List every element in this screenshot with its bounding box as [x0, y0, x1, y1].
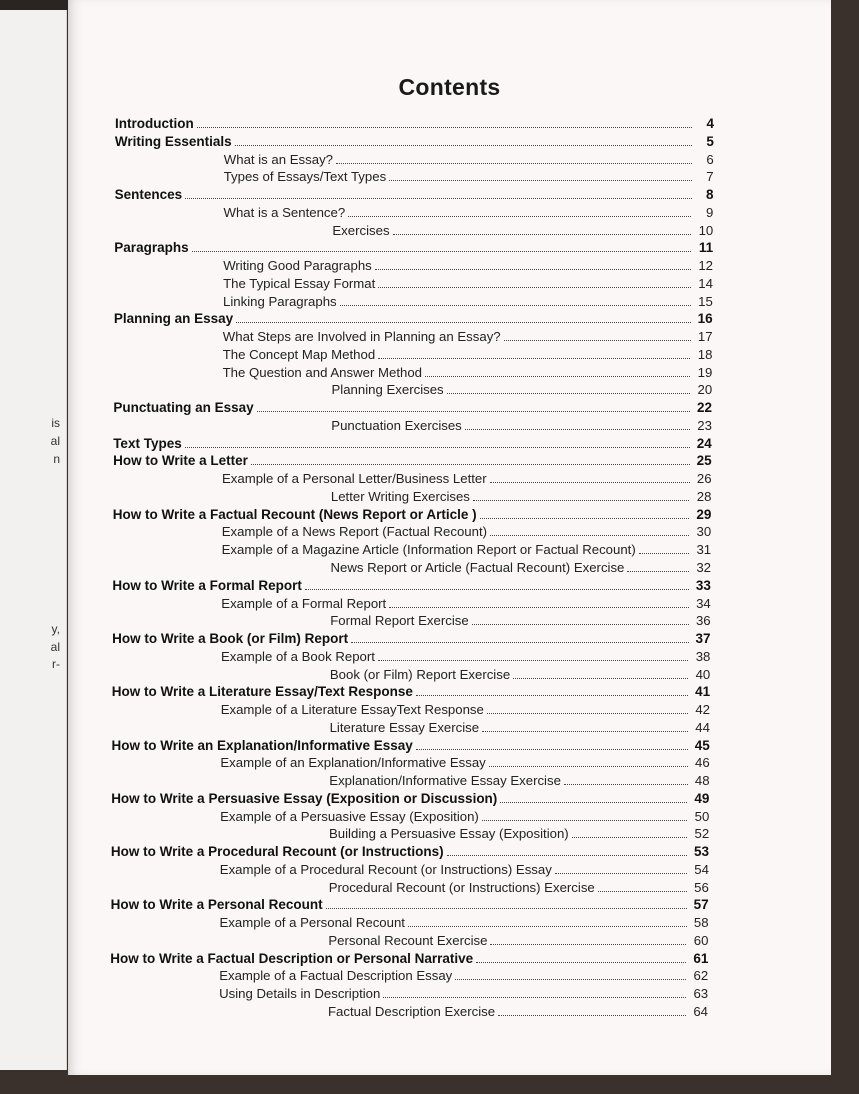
toc-entry-title: Letter Writing Exercises	[330, 488, 470, 504]
toc-page-number: 45	[694, 737, 710, 753]
toc-entry-title: How to Write an Explanation/Informative Essay	[111, 737, 413, 753]
dot-leader	[383, 997, 686, 998]
toc-page-number: 52	[694, 826, 710, 842]
toc-subsection-entry	[224, 151, 714, 168]
toc-entry-title: Example of a Personal Letter/Business Letter	[222, 471, 487, 487]
toc-subsection-entry	[222, 523, 712, 540]
toc-entry-title: What is a Sentence?	[223, 204, 346, 220]
toc-page-number: 31	[696, 542, 712, 558]
toc-subsection-entry	[220, 861, 709, 878]
dot-leader	[447, 855, 687, 856]
dot-leader	[305, 589, 689, 590]
toc-page-number: 42	[695, 702, 711, 718]
left-page	[0, 0, 67, 1070]
toc-page-number: 23	[697, 417, 712, 433]
dot-leader	[555, 873, 687, 874]
dot-leader	[476, 962, 686, 963]
toc-section-entry	[115, 186, 714, 203]
dot-leader	[389, 180, 691, 181]
dot-leader	[257, 411, 690, 412]
dot-leader	[455, 979, 686, 980]
toc-entry-title: Example of a Magazine Article (Information Report or Factual Recount)	[221, 542, 636, 558]
toc-subsection-entry	[223, 364, 713, 381]
toc-page-number: 22	[697, 400, 713, 416]
toc-subsection-entry	[223, 275, 713, 292]
toc-page-number: 50	[694, 808, 710, 824]
dot-leader	[336, 163, 692, 164]
toc-entry-title: Sentences	[114, 187, 183, 203]
dot-leader	[480, 518, 690, 519]
dot-leader	[504, 340, 691, 341]
dot-leader	[378, 660, 688, 661]
toc-exercise-entry	[331, 559, 712, 576]
dot-leader	[447, 393, 691, 394]
toc-page-number: 40	[695, 666, 711, 682]
toc-entry-title: Example of a Persuasive Essay (Exposition)	[220, 808, 479, 824]
toc-subsection-entry	[223, 346, 713, 363]
toc-subsection-entry	[221, 648, 710, 665]
toc-exercise-entry	[331, 488, 712, 505]
dot-leader	[490, 944, 686, 945]
toc-section-entry	[113, 435, 712, 452]
toc-subsection-entry	[220, 754, 709, 771]
toc-page-number: 30	[696, 524, 712, 540]
toc-subsection-entry	[223, 293, 713, 310]
toc-exercise-entry	[330, 719, 710, 736]
dot-leader	[425, 376, 690, 377]
toc-exercise-entry	[329, 825, 709, 842]
toc-entry-title: Planning Exercises	[331, 382, 444, 398]
dot-leader	[465, 429, 690, 430]
dot-leader	[598, 891, 687, 892]
toc-page-number: 53	[694, 844, 710, 860]
toc-entry-title: The Question and Answer Method	[222, 364, 422, 380]
toc-page-number: 41	[695, 684, 711, 700]
toc-page-number: 9	[706, 204, 714, 220]
page-title: Contents	[398, 74, 501, 100]
toc-subsection-entry	[221, 701, 710, 718]
dot-leader	[490, 535, 689, 536]
toc-page-number: 61	[693, 950, 709, 966]
toc-entry-title: Formal Report Exercise	[330, 613, 469, 629]
toc-page-number: 25	[696, 453, 712, 469]
toc-page-number: 19	[697, 364, 713, 380]
toc-page-number: 4	[706, 116, 714, 131]
toc-page-number: 57	[693, 897, 709, 913]
toc-section-entry	[111, 790, 709, 807]
dot-leader	[416, 749, 688, 750]
toc-subsection-entry	[219, 967, 708, 984]
toc-page-number: 10	[698, 222, 714, 238]
toc-entry-title: Example of a Literature EssayText Response	[220, 702, 484, 718]
toc-subsection-entry	[224, 204, 714, 221]
toc-entry-title: How to Write a Letter	[113, 453, 248, 469]
toc-page-number: 17	[697, 329, 713, 345]
toc-subsection-entry	[222, 470, 712, 487]
left-page-text-fragment: al	[50, 434, 60, 448]
toc-section-entry	[114, 239, 713, 256]
toc-entry-title: What is an Essay?	[223, 151, 334, 167]
toc-exercise-entry	[328, 932, 708, 949]
dot-leader	[487, 713, 688, 714]
toc-exercise-entry	[331, 417, 712, 434]
toc-page-number: 28	[696, 488, 712, 504]
toc-entry-title: The Concept Map Method	[222, 346, 376, 362]
toc-entry-title: How to Write a Formal Report	[112, 577, 302, 593]
toc-subsection-entry	[220, 914, 709, 931]
toc-page-number: 60	[693, 932, 709, 948]
dot-leader	[348, 216, 691, 217]
toc-section-entry	[113, 506, 712, 523]
toc-subsection-entry	[223, 257, 713, 274]
toc-exercise-entry	[328, 1003, 708, 1020]
toc-entry-title: Example of a News Report (Factual Recount)	[221, 524, 488, 540]
dot-leader	[482, 820, 687, 821]
toc-subsection-entry	[222, 541, 712, 558]
toc-page-number: 26	[696, 471, 712, 487]
toc-entry-title: Example of a Personal Recount	[219, 915, 405, 931]
toc-subsection-entry	[223, 328, 713, 345]
left-page-text-fragment: n	[53, 452, 60, 466]
toc-section-entry	[110, 950, 708, 967]
left-page-text-fragment: is	[51, 416, 60, 430]
dot-leader	[489, 766, 688, 767]
dot-leader	[639, 553, 689, 554]
left-page-text-fragment: al	[50, 640, 60, 654]
toc-page-number: 24	[696, 435, 712, 451]
toc-page-number: 6	[706, 151, 714, 167]
dot-leader	[513, 678, 688, 679]
toc-entry-title: Example of a Factual Description Essay	[219, 968, 453, 984]
toc-page-number: 37	[695, 631, 711, 647]
toc-exercise-entry	[332, 222, 713, 239]
toc-entry-title: Explanation/Informative Essay Exercise	[329, 773, 561, 789]
toc-page-number: 32	[696, 560, 711, 575]
dot-leader	[235, 145, 692, 146]
dot-leader	[251, 464, 690, 465]
toc-entry-title: The Typical Essay Format	[223, 275, 376, 291]
toc-entry-title: Punctuation Exercises	[331, 417, 462, 433]
toc-section-entry	[115, 133, 714, 150]
toc-page-number: 15	[698, 293, 713, 309]
dot-leader	[627, 571, 689, 572]
toc-section-entry	[112, 577, 710, 594]
dot-leader	[378, 287, 691, 288]
toc-entry-title: How to Write a Personal Recount	[110, 897, 323, 913]
toc-page-number: 63	[693, 986, 709, 1002]
toc-entry-title: Building a Persuasive Essay (Exposition)	[329, 826, 569, 842]
toc-section-entry	[112, 630, 710, 647]
dot-leader	[408, 926, 687, 927]
toc-entry-title: Exercises	[332, 222, 390, 238]
dot-leader	[197, 127, 692, 128]
toc-subsection-entry	[224, 168, 714, 185]
toc-page-number: 36	[695, 613, 711, 629]
toc-section-entry	[111, 896, 709, 913]
toc-entry-title: Text Types	[113, 435, 182, 451]
dot-leader	[498, 1015, 686, 1016]
dot-leader	[326, 908, 687, 909]
toc-page-number: 7	[706, 169, 714, 185]
toc-page-number: 14	[698, 275, 713, 291]
dot-leader	[185, 198, 691, 199]
toc-exercise-entry	[329, 879, 709, 896]
toc-entry-title: How to Write a Procedural Recount (or Instructions)	[110, 844, 444, 860]
toc-entry-title: Introduction	[115, 116, 194, 131]
dot-leader	[473, 500, 690, 501]
toc-page-number: 38	[695, 648, 711, 664]
toc-entry-title: Types of Essays/Text Types	[223, 169, 387, 185]
toc-entry-title: Writing Essentials	[114, 133, 232, 149]
toc-entry-title: Linking Paragraphs	[223, 293, 337, 309]
toc-entry-title: Example of a Book Report	[221, 648, 375, 664]
toc-entry-title: News Report or Article (Factual Recount) Exercise	[330, 560, 625, 575]
toc-page-number: 33	[695, 577, 711, 593]
toc-entry-title: Punctuating an Essay	[113, 400, 254, 416]
toc-exercise-entry	[329, 772, 709, 789]
toc-entry-title: Using Details in Description	[219, 986, 381, 1002]
toc-entry-title: How to Write a Book (or Film) Report	[112, 631, 349, 647]
dot-leader	[472, 624, 689, 625]
toc-entry-title: Example of a Procedural Recount (or Instructions) Essay	[219, 861, 552, 877]
toc-subsection-entry	[220, 808, 709, 825]
toc-entry-title: Factual Description Exercise	[328, 1004, 496, 1019]
toc-entry-title: Example of a Formal Report	[221, 595, 387, 611]
toc-page-number: 46	[694, 755, 710, 771]
dot-leader	[572, 837, 688, 838]
toc-page-number: 16	[697, 311, 713, 327]
dot-leader	[490, 482, 690, 483]
contents-page	[68, 0, 831, 1075]
toc-entry-title: Literature Essay Exercise	[329, 719, 480, 735]
toc-section-entry	[113, 452, 712, 469]
toc-section-entry	[113, 399, 712, 416]
toc-entry-title: Planning an Essay	[113, 311, 234, 327]
dot-leader	[192, 251, 692, 252]
toc-exercise-entry	[330, 612, 710, 629]
toc-page-number: 11	[698, 240, 714, 256]
toc-page-number: 44	[695, 719, 710, 735]
toc-entry-title: Example of an Explanation/Informative Essay	[220, 755, 486, 771]
toc-entry-title: How to Write a Factual Recount (News Report or Article )	[112, 506, 477, 522]
dot-leader	[375, 269, 691, 270]
dot-leader	[351, 642, 688, 643]
toc-subsection-entry	[221, 595, 710, 612]
toc-page-number: 18	[697, 346, 713, 362]
left-page-text-fragment: r-	[52, 657, 60, 671]
toc-exercise-entry	[330, 666, 710, 683]
dot-leader	[185, 447, 690, 448]
toc-page-number: 20	[697, 382, 713, 398]
toc-entry-title: What Steps are Involved in Planning an Essay?	[222, 329, 501, 345]
dot-leader	[389, 607, 689, 608]
dot-leader	[393, 234, 692, 235]
left-page-text-fragment: y,	[51, 622, 60, 636]
toc-entry-title: How to Write a Persuasive Essay (Exposition or Discussion)	[111, 790, 498, 806]
dot-leader	[564, 784, 688, 785]
toc-page-number: 54	[694, 861, 709, 877]
toc-page-number: 48	[694, 773, 710, 789]
dot-leader	[500, 802, 687, 803]
toc-entry-title: Book (or Film) Report Exercise	[329, 666, 511, 682]
toc-exercise-entry	[332, 381, 713, 398]
toc-page-number: 29	[696, 506, 712, 522]
toc-section-entry	[112, 683, 710, 700]
toc-entry-title: Personal Recount Exercise	[328, 932, 488, 948]
toc-page-number: 5	[706, 133, 714, 149]
toc-page-number: 64	[693, 1004, 708, 1019]
toc-page-number: 62	[693, 968, 709, 984]
toc-page-number: 12	[698, 258, 714, 274]
dot-leader	[482, 731, 688, 732]
toc-subsection-entry	[219, 985, 708, 1002]
toc-page-number: 8	[705, 187, 714, 203]
dot-leader	[236, 322, 690, 323]
toc-entry-title: Writing Good Paragraphs	[223, 258, 372, 274]
toc-section-entry	[114, 310, 713, 327]
toc-entry-title: Paragraphs	[114, 240, 189, 256]
toc-entry-title: Procedural Recount (or Instructions) Exercise	[328, 879, 595, 895]
toc-page-number: 34	[696, 595, 711, 611]
dot-leader	[416, 695, 688, 696]
dot-leader	[340, 305, 691, 306]
toc-section-entry	[115, 115, 714, 132]
toc-entry-title: How to Write a Literature Essay/Text Response	[111, 684, 413, 700]
toc-page-number: 49	[694, 790, 710, 806]
toc-section-entry	[112, 737, 710, 754]
toc-section-entry	[111, 843, 709, 860]
dot-leader	[378, 358, 690, 359]
toc-page-number: 56	[694, 879, 709, 895]
toc-entry-title: How to Write a Factual Description or Personal Narrative	[110, 950, 474, 966]
toc-page-number: 58	[693, 915, 709, 931]
